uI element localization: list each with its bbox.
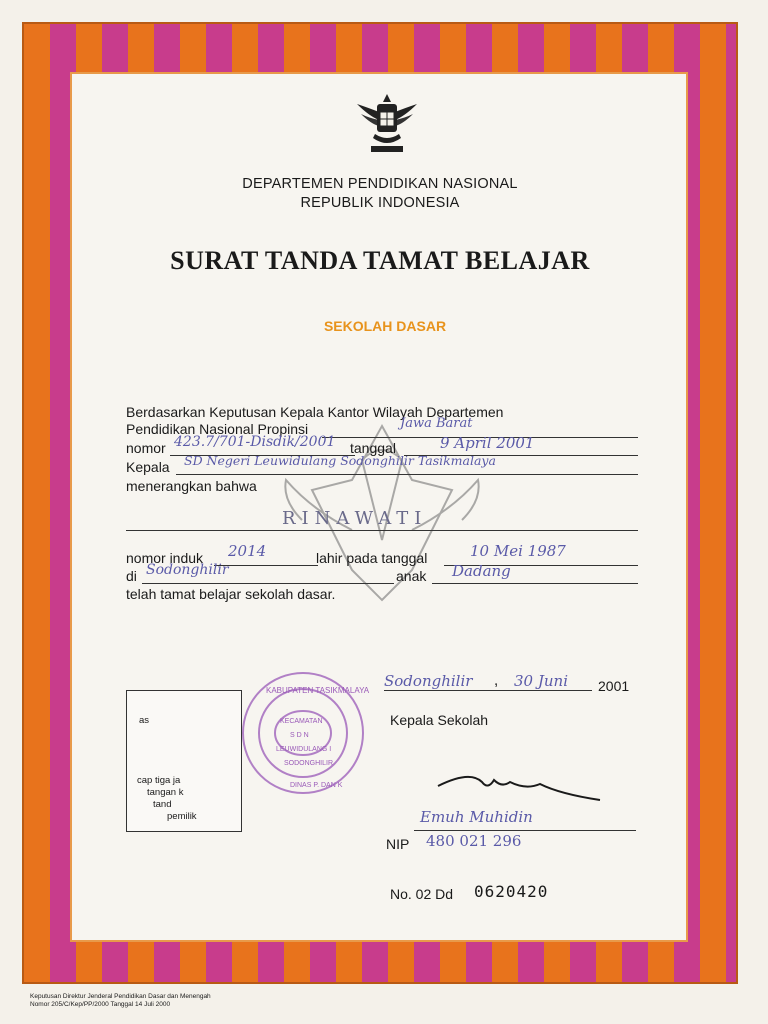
tanggal-value: 9 April 2001	[440, 434, 535, 452]
garuda-emblem-icon	[349, 88, 425, 160]
stamp-outer-text: KABUPATEN TASIKMALAYA	[266, 686, 370, 695]
nomor-induk-line	[214, 565, 318, 566]
lahir-label: lahir pada tanggal	[316, 550, 428, 566]
stamp-bottom-text: DINAS P. DAN K	[290, 782, 343, 789]
footnote	[30, 993, 330, 1009]
kepala-value: SD Negeri Leuwidulang Sodonghilir Tasikmalaya	[184, 453, 496, 468]
department-name: DEPARTEMEN PENDIDIKAN NASIONAL	[242, 176, 518, 192]
stamp-inner-text-1: KECAMATAN	[280, 718, 323, 725]
country-name: REPUBLIK INDONESIA	[300, 195, 460, 211]
serial-label: No. 02 Dd	[390, 886, 454, 902]
footnote-line-1: Keputusan Direktur Jenderal Pendidikan Dasar dan Menengah	[30, 993, 211, 1000]
anak-line	[432, 583, 638, 584]
stamp-inner-text-2: S D N	[290, 732, 309, 739]
closing-text: telah tamat belajar sekolah dasar.	[126, 586, 336, 602]
nip-value: 480 021 296	[426, 832, 522, 850]
signature-date: 30 Juni	[514, 672, 568, 690]
footnote-line-2: Nomor 205/C/Kep/PP/2000 Tanggal 14 Juli 2000	[30, 1001, 171, 1008]
di-value: Sodonghilir	[146, 562, 229, 578]
photo-box-text-2: cap tiga ja	[137, 775, 181, 786]
photo-box-text-4: tand	[153, 799, 172, 810]
body-line-1: Berdasarkan Keputusan Kepala Kantor Wilayah Departemen	[126, 404, 504, 420]
photo-box-text-5: pemilik	[167, 811, 197, 822]
photo-fingerprint-box	[126, 690, 242, 832]
menerangkan-label: menerangkan bahwa	[126, 478, 257, 494]
signature-date-line	[384, 690, 592, 691]
province-value: Jawa Barat	[400, 416, 473, 431]
principal-name-line	[414, 830, 636, 831]
serial-number: 0620420	[474, 882, 549, 901]
student-name: RINAWATI	[282, 508, 428, 529]
lahir-value: 10 Mei 1987	[470, 542, 566, 560]
tanggal-label: tanggal	[350, 440, 396, 456]
principal-name: Emuh Muhidin	[420, 808, 533, 826]
name-line	[126, 530, 638, 531]
school-type: SEKOLAH DASAR	[323, 318, 447, 334]
nomor-label: nomor	[126, 440, 166, 456]
nomor-induk-label: nomor induk	[126, 550, 204, 566]
kepala-label: Kepala	[126, 459, 170, 475]
photo-box-text-3: tangan k	[147, 787, 184, 798]
principal-signature-icon	[430, 760, 610, 810]
anak-value: Dadang	[452, 562, 511, 580]
signature-role: Kepala Sekolah	[390, 712, 489, 728]
nip-label: NIP	[386, 836, 410, 852]
nomor-value: 423.7/701-Disdik/2001	[174, 434, 336, 450]
kepala-line	[176, 474, 638, 475]
photo-box-text-1: as	[139, 715, 150, 726]
stamp-inner-text-4: SODONGHILIR	[284, 760, 334, 767]
signature-comma: ,	[494, 672, 499, 689]
di-label: di	[126, 568, 137, 584]
stamp-inner-text-3: LEUWIDULANG I	[276, 746, 332, 753]
nomor-induk-value: 2014	[228, 542, 267, 560]
province-label: Pendidikan Nasional Propinsi	[126, 421, 309, 437]
certificate-title: SURAT TANDA TAMAT BELAJAR	[170, 246, 590, 275]
di-line	[142, 583, 394, 584]
signature-year: 2001	[598, 678, 630, 694]
signature-place: Sodonghilir	[384, 672, 473, 690]
anak-label: anak	[396, 568, 427, 584]
